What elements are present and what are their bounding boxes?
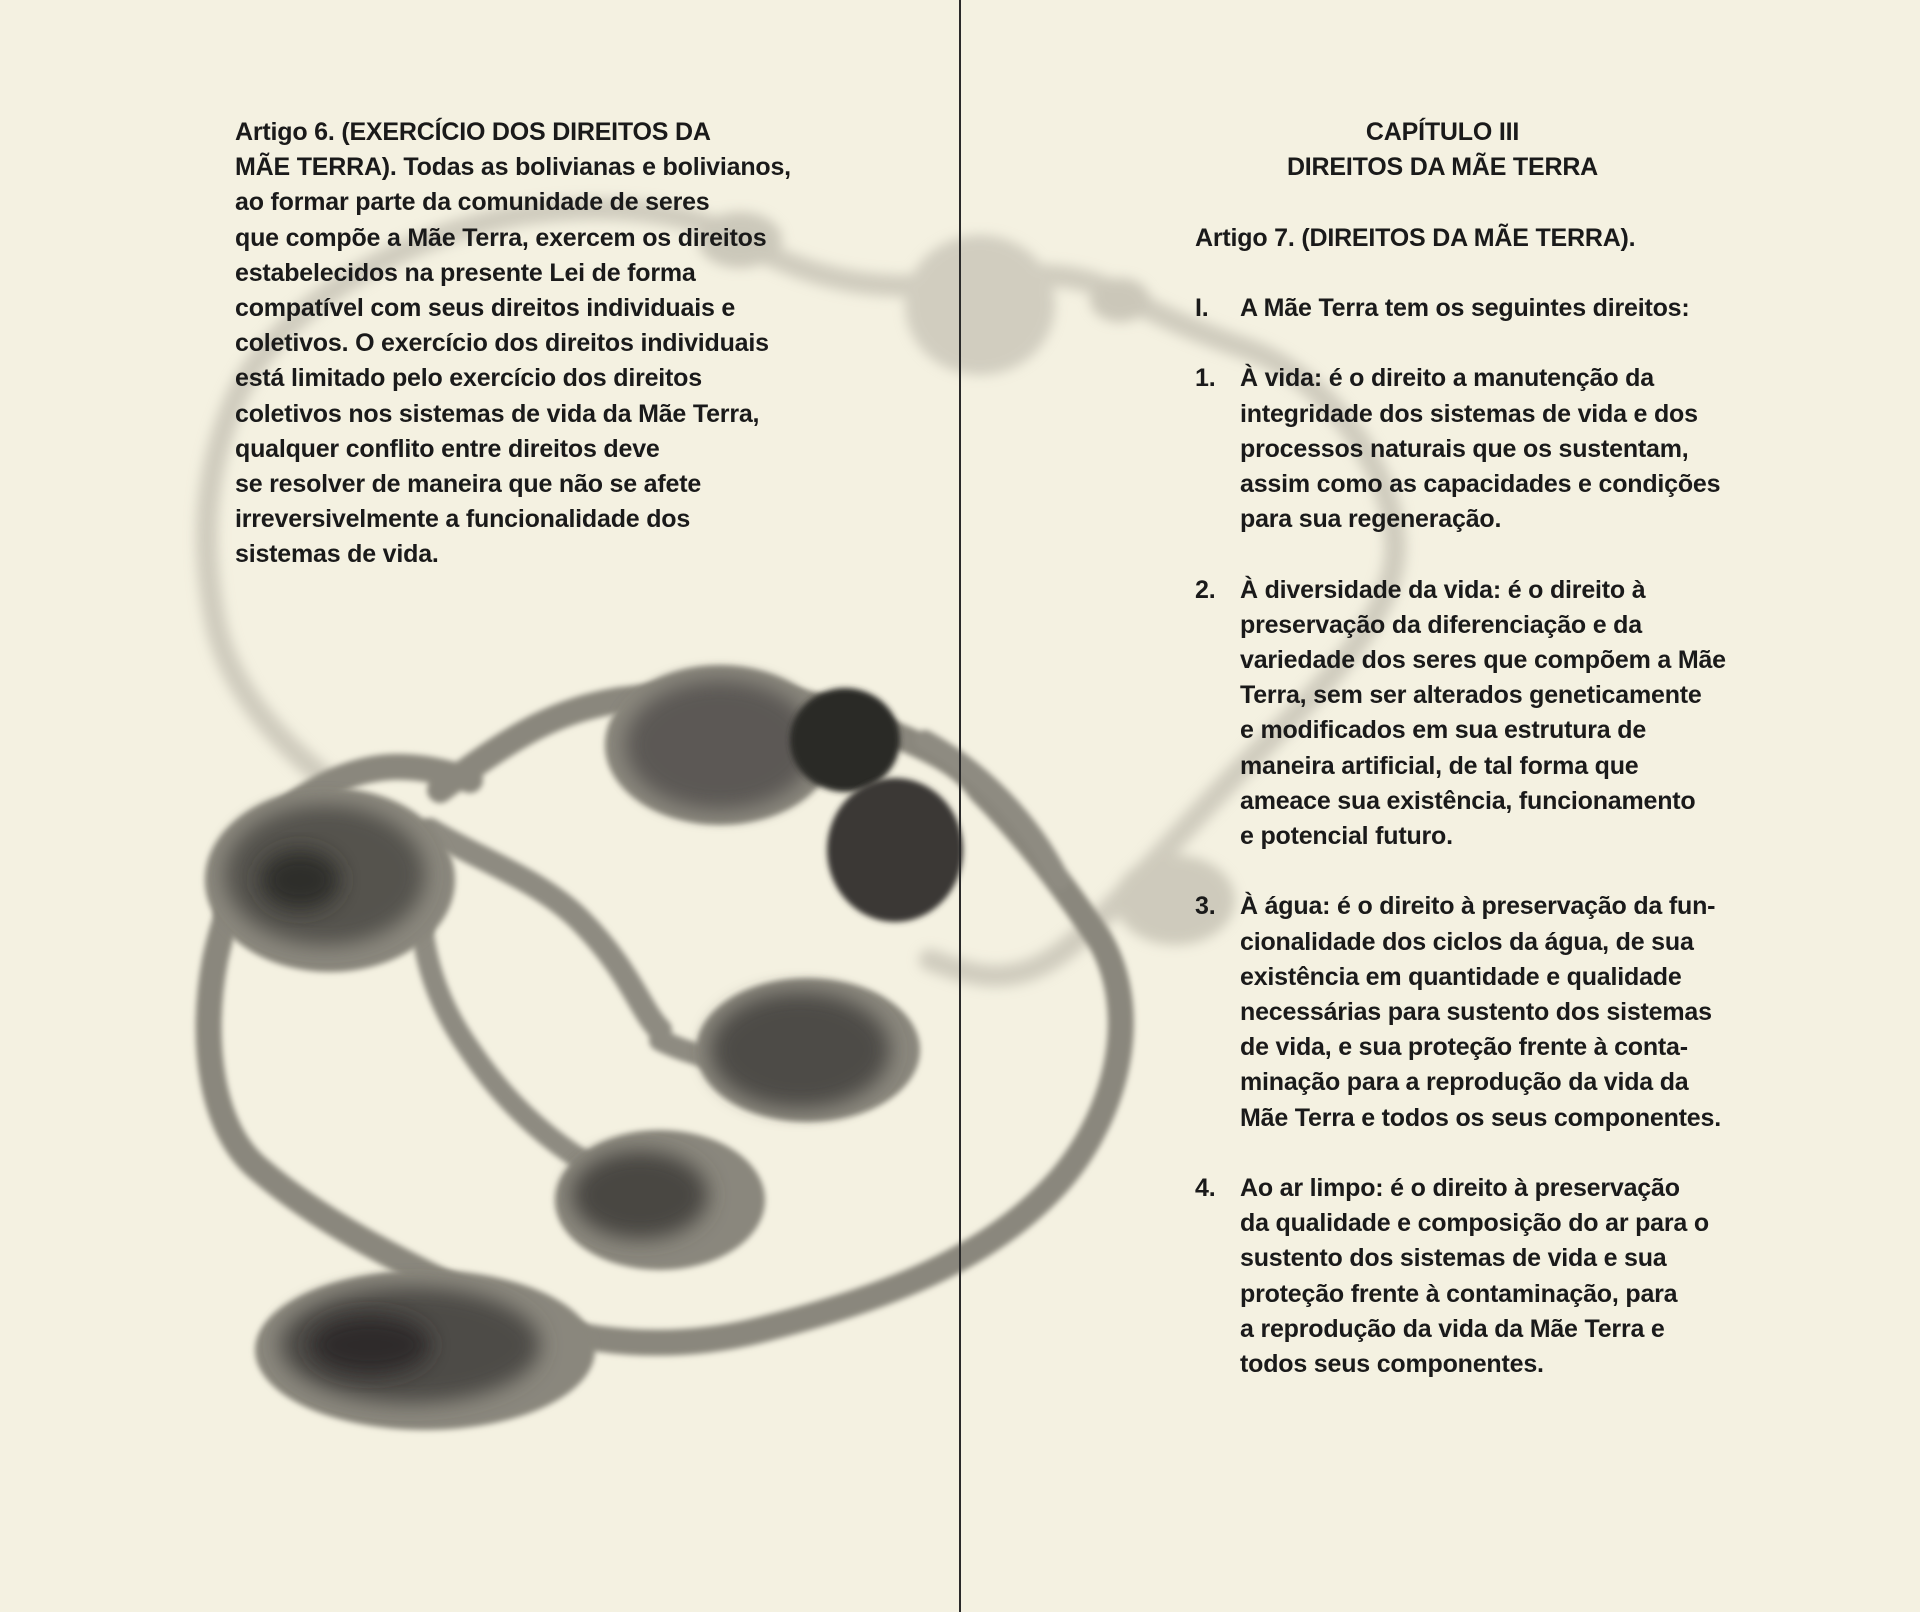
- item-line: existência em quantidade e qualidade: [1240, 962, 1682, 991]
- item-line: preservação da diferenciação e da: [1240, 610, 1642, 639]
- item-line: Mãe Terra e todos os seus componentes.: [1240, 1103, 1721, 1132]
- page-gutter: [959, 0, 961, 1612]
- item-line: a reprodução da vida da Mãe Terra e: [1240, 1314, 1665, 1343]
- item-line: da qualidade e composição do ar para o: [1240, 1209, 1709, 1238]
- article-6: [235, 115, 791, 573]
- article-6-line: irreversivelmente a funcionalidade dos: [235, 505, 691, 534]
- article-6-line: ao formar parte da comunidade de seres: [235, 188, 710, 217]
- item-line: integridade dos sistemas de vida e dos: [1240, 399, 1698, 428]
- item-line: À diversidade da vida: é o direito à: [1240, 575, 1646, 604]
- item-marker: 4.: [1195, 1174, 1216, 1202]
- item-marker: 3.: [1195, 892, 1216, 921]
- article-6-line: se resolver de maneira que não se afete: [235, 470, 702, 499]
- right-item-1: [1195, 361, 1721, 537]
- article-6-line: Artigo 6. (EXERCÍCIO DOS DIREITOS DA: [235, 118, 711, 146]
- item-line: À água: é o direito à preservação da fun-: [1240, 892, 1716, 921]
- section-i: [1195, 291, 1715, 326]
- item-line: À vida: é o direito a manutenção da: [1240, 364, 1654, 393]
- article-6-line: sistemas de vida.: [235, 540, 439, 569]
- chapter-heading: [1195, 115, 1690, 185]
- item-line: necessárias para sustento dos sistemas: [1240, 998, 1712, 1026]
- article-6-line: está limitado pelo exercício dos direitos: [235, 364, 702, 393]
- item-line: cionalidade dos ciclos da água, de sua: [1240, 927, 1694, 956]
- item-line: ameace sua existência, funcionamento: [1240, 786, 1696, 815]
- item-line: processos naturais que os sustentam,: [1240, 434, 1689, 463]
- item-line: sustento dos sistemas de vida e sua: [1240, 1244, 1667, 1273]
- article-6-line: qualquer conflito entre direitos deve: [235, 434, 660, 463]
- item-line: assim como as capacidades e condições: [1240, 469, 1721, 498]
- section-marker: I.: [1195, 293, 1209, 322]
- item-line: para sua regeneração.: [1240, 505, 1502, 534]
- right-item-3: [1195, 889, 1721, 1135]
- item-line: e potencial futuro.: [1240, 822, 1453, 850]
- section-text: A Mãe Terra tem os seguintes direitos:: [1240, 293, 1690, 322]
- right-item-2: [1195, 573, 1726, 855]
- article-6-line: MÃE TERRA). Todas as bolivianas e bolivianos,: [235, 153, 791, 182]
- article-6-line: estabelecidos na presente Lei de forma: [235, 258, 696, 287]
- article-6-line: que compõe a Mãe Terra, exercem os direitos: [235, 223, 767, 252]
- right-item-4: [1195, 1171, 1715, 1382]
- item-line: maneira artificial, de tal forma que: [1240, 751, 1639, 780]
- chapter-number: CAPÍTULO III: [1365, 118, 1520, 146]
- item-line: Terra, sem ser alterados geneticamente: [1240, 681, 1702, 710]
- item-line: de vida, e sua proteção frente à conta-: [1240, 1033, 1688, 1062]
- chapter-3: [1195, 115, 1726, 1382]
- item-line: minação para a reprodução da vida da: [1240, 1068, 1689, 1097]
- item-line: todos seus componentes.: [1240, 1350, 1544, 1379]
- item-line: variedade dos seres que compõem a Mãe: [1240, 645, 1726, 674]
- article-7-heading-text: Artigo 7. (DIREITOS DA MÃE TERRA).: [1195, 223, 1636, 252]
- article-6-line: coletivos nos sistemas de vida da Mãe Terra,: [235, 399, 760, 428]
- article-7-heading: [1195, 221, 1715, 256]
- chapter-title: DIREITOS DA MÃE TERRA: [1286, 153, 1599, 182]
- item-line: proteção frente à contaminação, para: [1240, 1279, 1678, 1308]
- item-marker: 1.: [1195, 364, 1216, 393]
- item-line: e modificados em sua estrutura de: [1240, 716, 1647, 745]
- article-6-line: coletivos. O exercício dos direitos individuais: [235, 329, 769, 358]
- article-6-line: compatível com seus direitos individuais e: [235, 294, 736, 323]
- item-marker: 2.: [1195, 575, 1216, 604]
- item-line: Ao ar limpo: é o direito à preservação: [1240, 1174, 1680, 1202]
